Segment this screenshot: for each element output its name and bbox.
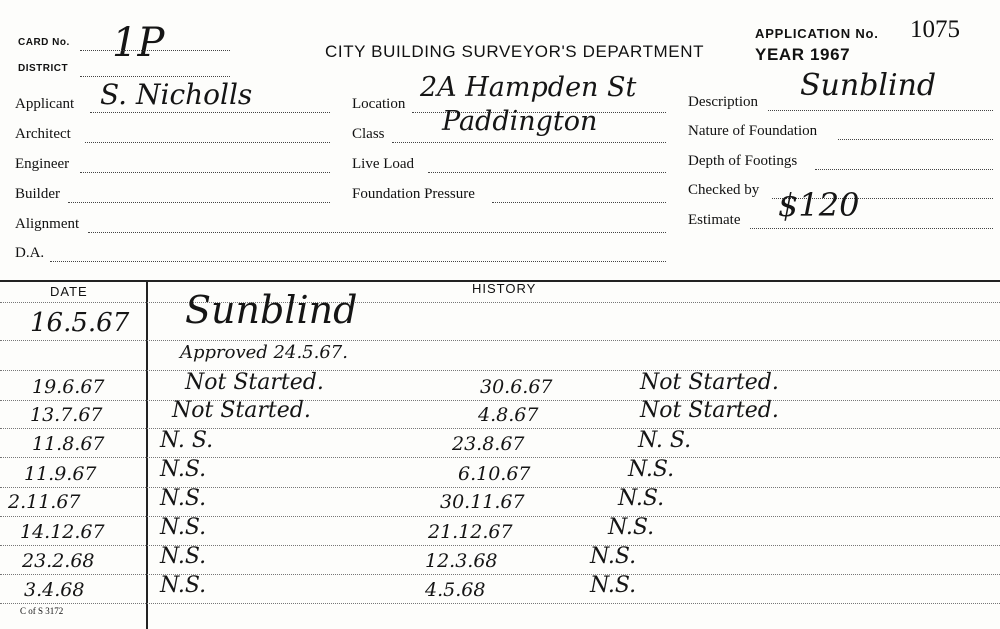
location-label: Location [352, 96, 406, 112]
history-date: 19.6.67 [32, 376, 105, 398]
da-label: D.A. [15, 245, 45, 261]
class-value: Paddington [442, 106, 598, 137]
history-note: N.S. [628, 457, 675, 482]
da-line [50, 261, 666, 262]
history-note: N.S. [160, 515, 207, 540]
history-date: 21.12.67 [428, 521, 513, 543]
history-date: 2.11.67 [8, 491, 81, 513]
applicant-value: S. Nicholls [100, 78, 253, 111]
history-note: N. S. [638, 428, 692, 453]
year-value: 1967 [809, 45, 851, 64]
depth-of-footings-label: Depth of Footings [688, 153, 798, 169]
history-note: N.S. [608, 515, 655, 540]
ruled-line [0, 340, 1000, 341]
foundation-pressure-label: Foundation Pressure [352, 186, 475, 202]
history-date: 6.10.67 [458, 463, 531, 485]
history-note: Not Started. [185, 370, 324, 395]
history-date: 3.4.68 [24, 579, 85, 601]
form-code: C of S 3172 [20, 606, 64, 616]
description-label: Description [688, 94, 758, 110]
ruled-line [0, 545, 1000, 546]
history-date: 11.8.67 [32, 433, 105, 455]
alignment-line [88, 232, 666, 233]
nature-of-foundation-label: Nature of Foundation [688, 123, 818, 139]
nature-of-foundation-line [838, 139, 993, 140]
history-date: 30.11.67 [440, 491, 525, 513]
applicant-line [90, 112, 330, 113]
history-note: N.S. [618, 486, 665, 511]
district-label: DISTRICT [18, 63, 69, 74]
history-date: 16.5.67 [30, 308, 130, 338]
depth-of-footings-line [815, 169, 993, 170]
date-column-divider [146, 282, 148, 629]
class-label: Class [352, 126, 385, 142]
history-column-header: HISTORY [472, 281, 537, 296]
application-number: 1075 [910, 16, 960, 43]
history-note: N. S. [160, 428, 214, 453]
estimate-label: Estimate [688, 212, 741, 228]
ruled-line [0, 400, 1000, 401]
applicant-label: Applicant [15, 96, 75, 112]
live-load-label: Live Load [352, 156, 415, 172]
card-no-line [80, 50, 230, 51]
ruled-line [0, 574, 1000, 575]
class-line [392, 142, 666, 143]
ruled-line [0, 516, 1000, 517]
card-no-value: 1P [112, 20, 165, 66]
estimate-line [750, 228, 993, 229]
description-line [768, 110, 993, 111]
history-date: 12.3.68 [425, 550, 498, 572]
live-load-line [428, 172, 666, 173]
alignment-label: Alignment [15, 216, 80, 232]
checked-by-label: Checked by [688, 182, 760, 198]
year-label: YEAR 1967 [755, 45, 851, 64]
history-note: N.S. [160, 573, 207, 598]
history-date: 14.12.67 [20, 521, 105, 543]
ruled-line [0, 370, 1000, 371]
date-column-header: DATE [50, 284, 88, 299]
history-note: N.S. [160, 457, 207, 482]
page-title: CITY BUILDING SURVEYOR'S DEPARTMENT [325, 42, 705, 61]
architect-line [85, 142, 330, 143]
architect-label: Architect [15, 126, 71, 142]
history-note: Not Started. [640, 370, 779, 395]
history-date: 13.7.67 [30, 404, 103, 426]
history-date: 23.8.67 [452, 433, 525, 455]
location-value: 2A Hampden St [420, 72, 637, 103]
ruled-line [0, 487, 1000, 488]
history-note: Sunblind [185, 288, 358, 332]
history-date: 4.8.67 [478, 404, 539, 426]
engineer-label: Engineer [15, 156, 70, 172]
ruled-line [0, 603, 1000, 604]
engineer-line [80, 172, 330, 173]
card-no-label: CARD No. [18, 37, 70, 48]
builder-label: Builder [15, 186, 60, 202]
ruled-line [0, 428, 1000, 429]
ruled-line [0, 302, 1000, 303]
ruled-line [0, 457, 1000, 458]
history-note: N.S. [590, 544, 637, 569]
builder-line [68, 202, 330, 203]
history-note: N.S. [160, 544, 207, 569]
estimate-value: $120 [778, 186, 860, 224]
history-date: 30.6.67 [480, 376, 553, 398]
history-note: N.S. [590, 573, 637, 598]
history-note: Approved 24.5.67. [180, 342, 348, 363]
description-value: Sunblind [800, 68, 937, 103]
history-note: Not Started. [172, 398, 311, 423]
history-date: 11.9.67 [24, 463, 97, 485]
history-note: Not Started. [640, 398, 779, 423]
history-date: 23.2.68 [22, 550, 95, 572]
foundation-pressure-line [492, 202, 666, 203]
history-note: N.S. [160, 486, 207, 511]
application-label: APPLICATION No. [755, 26, 879, 41]
history-date: 4.5.68 [425, 579, 486, 601]
district-line [80, 76, 230, 77]
